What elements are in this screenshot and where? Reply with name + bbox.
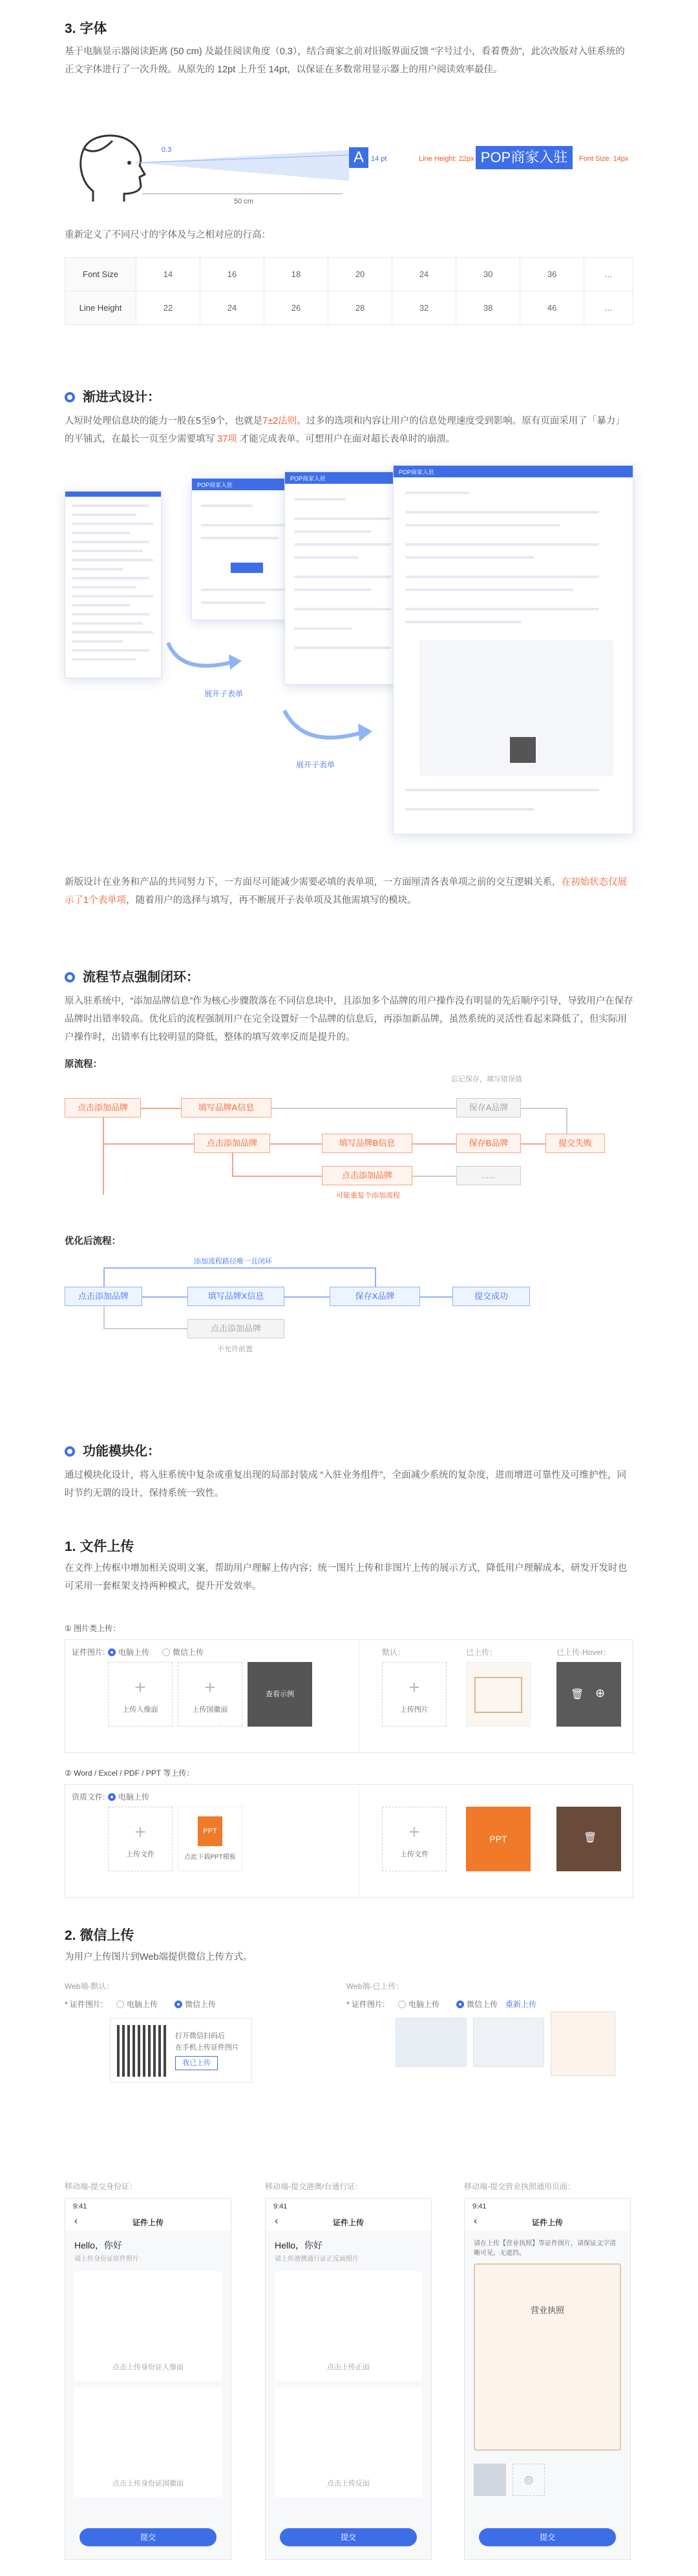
upload-back-card[interactable]: 点击上传身份证国徽面 — [74, 2387, 222, 2497]
camera-icon[interactable]: ◎ — [513, 2464, 545, 2496]
flow-node: 填写品牌X信息 — [187, 1287, 284, 1306]
submit-button[interactable]: 提交 — [79, 2528, 217, 2546]
uploaded-ppt-thumb: PPT — [466, 1807, 531, 1871]
table-intro: 重新定义了不同尺寸的字体及与之相对应的行高： — [65, 230, 271, 240]
expand-label-1: 展开子表单 — [204, 689, 244, 698]
qr-code-icon — [117, 2025, 169, 2077]
img-upload-label: ① 图片类上传： — [65, 1624, 121, 1633]
flow-node: 填写品牌A信息 — [181, 1098, 271, 1117]
flow-node: 点击添加品牌 — [65, 1287, 142, 1306]
uploaded-confirm-button[interactable]: 我已上传 — [175, 2056, 218, 2070]
table-cell: 14 — [136, 258, 200, 291]
plus-icon: + — [408, 1677, 420, 1698]
optimized-flow-diagram — [65, 1256, 633, 1353]
mobile-passport-screen: 9:41 ‹ 证件上传 Hello，你好 请上传港澳通行证正反面照片 点击上传正面 点击上传反面 提交 — [265, 2198, 432, 2560]
web-wechat-uploaded: * 证件图片: 电脑上传 微信上传 重新上传 — [346, 1996, 633, 2125]
flow-node: 点击添加品牌 — [187, 1319, 284, 1338]
delete-icon: 🗑 — [584, 1833, 597, 1844]
upload-back-box[interactable]: + 上传国徽面 — [178, 1662, 242, 1727]
flow-note-top: 忘记保存，填写错误值 — [451, 1075, 522, 1083]
table-cell: 16 — [200, 258, 264, 291]
flow-node: 点击添加品牌 — [65, 1098, 141, 1117]
flow-node: 保存A品牌 — [456, 1098, 521, 1117]
progressive-text-2: 新版设计在业务和产品的共同努力下，一方面尽可能减少需要必填的表单项，一方面厘清各表单项之前的交互逻辑关系，在初始状态仅展示了1个表单项，随着用户的选择与填写，再不断展开子表单项及其他需填写的模块。 — [65, 877, 627, 906]
flow-node: 保存X品牌 — [330, 1287, 420, 1306]
radio-icon — [162, 1648, 170, 1656]
plus-icon: + — [134, 1822, 146, 1843]
license-thumb — [551, 2011, 615, 2076]
uploaded-hover-thumb[interactable] — [556, 1662, 621, 1727]
flow-node: 点击添加品牌 — [322, 1166, 412, 1185]
reading-distance-diagram — [65, 129, 633, 207]
table-cell: 22 — [136, 291, 200, 325]
delete-icon: 🗑 — [571, 1689, 584, 1700]
table-cell: 18 — [264, 258, 328, 291]
upload-option-wechat[interactable]: 微信上传 — [162, 1646, 204, 1657]
table-cell: 24 — [200, 291, 264, 325]
upload-option-pc[interactable]: 电脑上传 — [108, 1791, 149, 1802]
thumb-preview[interactable] — [474, 2464, 506, 2496]
upload-image-box[interactable]: + 上传图片 — [382, 1662, 447, 1727]
progressive-illustration — [65, 465, 633, 853]
new-form-step3: POP商家入驻 — [393, 465, 633, 835]
table-cell: 20 — [328, 258, 392, 291]
id-card-thumb — [473, 2018, 544, 2067]
upload-back-card[interactable]: 点击上传反面 — [275, 2387, 422, 2497]
upload-option-wechat[interactable]: 微信上传 — [174, 1999, 216, 2010]
wechat-text: 为用户上传图片到Web端提供微信上传方式。 — [65, 1952, 253, 1962]
upload-front-card[interactable]: 点击上传正面 — [275, 2271, 422, 2381]
flow-note-bottom: 可能重复个添加流程 — [336, 1192, 400, 1200]
loop-note: 添加流程路径唯一且闭环 — [194, 1258, 272, 1265]
sample-font-size-label: Font Size: 14px — [579, 155, 629, 163]
letter-a-block: A — [349, 147, 368, 168]
new-form-step2: POP商家入驻 — [284, 472, 407, 685]
doc-upload-label: ② Word / Excel / PDF / PPT 等上传： — [65, 1769, 195, 1778]
flow-node: ...... — [456, 1166, 521, 1185]
original-flow-diagram — [65, 1072, 633, 1208]
upload-option-pc[interactable]: 电脑上传 — [398, 1999, 439, 2010]
upload-text: 在文件上传框中增加相关说明文案，帮助用户理解上传内容；统一图片上传和非图片上传的展示方式，降低用户理解成本，研发开发时也可采用一套框架支持两种模式，提升开发效率。 — [65, 1563, 627, 1592]
doc-upload-card: 资质文件: 电脑上传 + 上传文件 PPT 点此下载PPT模板 + 上传文件 PPT 🗑 — [65, 1784, 633, 1898]
expand-label-2: 展开子表单 — [296, 760, 335, 769]
new-flow-label: 优化后流程： — [65, 1236, 121, 1247]
submit-button[interactable]: 提交 — [280, 2528, 417, 2546]
new-form-step1: POP商家入驻 — [191, 478, 321, 620]
sample-text: POP商家入驻 — [476, 146, 573, 169]
flow-node: 保存B品牌 — [456, 1134, 521, 1153]
web-uploaded-label: Web端-已上传： — [346, 1982, 404, 1991]
curved-arrow-icon — [278, 704, 375, 756]
radio-icon — [108, 1648, 116, 1656]
license-preview: 营业执照 — [474, 2263, 621, 2451]
radio-icon — [108, 1793, 116, 1801]
sight-cone — [136, 149, 355, 200]
row-label: Font Size — [65, 258, 136, 291]
table-row — [65, 258, 633, 291]
curved-arrow-icon — [162, 636, 246, 681]
font-size-table — [65, 257, 633, 325]
flow-node: 点击添加品牌 — [194, 1134, 270, 1153]
mobile-idcard-screen: 9:41 ‹ 证件上传 Hello，你好 请上传身份证原件照片 点击上传身份证人像面 点击上传身份证国徽面 提交 — [65, 2198, 231, 2560]
upload-option-pc[interactable]: 电脑上传 — [116, 1999, 158, 2010]
radio-icon — [174, 2000, 182, 2008]
distance-label: 50 cm — [234, 198, 253, 205]
upload-front-box[interactable]: + 上传人像面 — [108, 1662, 173, 1727]
module-title: 功能模块化： — [65, 1440, 160, 1459]
table-cell: 28 — [328, 291, 392, 325]
radio-icon — [456, 2000, 464, 2008]
web-default-label: Web端-默认： — [65, 1982, 114, 1991]
uploaded-ppt-hover[interactable] — [556, 1807, 621, 1871]
angle-label: 0.3 — [162, 146, 172, 154]
table-cell: ... — [584, 258, 633, 291]
flow-note: 不允许前置 — [217, 1345, 253, 1353]
table-cell: 26 — [264, 291, 328, 325]
plus-icon: + — [204, 1677, 216, 1698]
row-label: Line Height — [65, 291, 136, 325]
mobile-label-1: 移动端-提交身份证： — [65, 2182, 137, 2191]
font-section-title: 3. 字体 — [65, 21, 107, 36]
uploaded-certificate-thumb — [466, 1662, 531, 1727]
ppt-file-icon: PPT — [198, 1816, 222, 1846]
wechat-title: 2. 微信上传 — [65, 1928, 134, 1943]
plus-icon: + — [134, 1677, 146, 1698]
qr-panel: 打开微信扫码后 在手机上传证件图片 我已上传 — [110, 2018, 252, 2083]
flow-node: 提交失败 — [545, 1134, 605, 1153]
mobile-license-screen: 9:41 ‹ 证件上传 请在上传【营业执照】等证件图片，请保证文字清晰可见，无遮挡。 营业执照 ◎ 提交 — [464, 2198, 631, 2560]
table-cell: 46 — [520, 291, 584, 325]
flow-title: 流程节点强制闭环： — [65, 966, 199, 985]
flow-text: 原入驻系统中，“添加品牌信息”作为核心步骤散落在不同信息块中，且添加多个品牌的用户操作没有明显的先后顺序引导，导致用户在保存品牌时出错率较高。优化后的流程强制用户在完全设置好一个品牌的信息后，再添加新品牌，虽然系统的灵活性看起来降低了，但实际用户操作时，出错率有比较明显的降低，整体的填写效率反而是提升的。 — [65, 996, 633, 1043]
line-height-label: Line Height: 22px — [419, 155, 474, 163]
font-section-text: 基于电脑显示器阅读距离 (50 cm) 及最佳阅读角度（0.3），结合商家之前对旧版界面反馈 “字号过小，看着费劲”，此次改版对入驻系统的正文字体进行了一次升级。从原先的 12pt 上升至 14pt，以保证在多数常用显示器上的用户阅读效率最佳。 — [65, 47, 625, 75]
back-arrow-icon[interactable]: ‹ — [275, 2216, 279, 2227]
radio-icon — [116, 2000, 124, 2008]
download-template-box[interactable]: PPT 点此下载PPT模板 — [178, 1807, 242, 1871]
mobile-label-2: 移动端-提交港澳/台通行证： — [265, 2182, 363, 2191]
flow-node: 填写品牌B信息 — [322, 1134, 412, 1153]
section-dot-icon — [65, 392, 75, 402]
submit-button[interactable]: 提交 — [479, 2528, 616, 2546]
plus-icon: + — [408, 1822, 420, 1843]
old-form-mockup — [65, 491, 162, 678]
font-size-label: 14 pt — [371, 155, 387, 163]
module-text: 通过模块化设计，将入驻系统中复杂或重复出现的局部封装成 “入驻业务组件”，全面减少系统的复杂度，进而增进可靠性及可维护性，同时节约无谓的设计，保持系统一致性。 — [65, 1470, 627, 1499]
table-cell: ... — [584, 291, 633, 325]
table-cell: 30 — [456, 258, 520, 291]
id-card-thumb — [396, 2018, 467, 2067]
back-arrow-icon[interactable]: ‹ — [74, 2216, 78, 2227]
section-dot-icon — [65, 972, 75, 982]
section-dot-icon — [65, 1446, 75, 1457]
upload-file-box[interactable]: + 上传文件 — [108, 1807, 173, 1871]
img-upload-card: 证件图片: 电脑上传 微信上传 + 上传人像面 + 上传国徽面 查看示例 默认： 已上传： 已上传-Hover： + 上传图片 🗑 ⊕ — [65, 1639, 633, 1753]
table-row — [65, 291, 633, 325]
view-example-button[interactable]: 查看示例 — [248, 1662, 312, 1727]
progressive-title: 渐进式设计： — [65, 386, 160, 405]
progressive-text: 人短时处理信息块的能力一般在5至9个，也就是7±2法则。过多的选项和内容让用户的信息处理速度受到影响。原有页面采用了「暴力」的平铺式，在最长一页至少需要填写 37项 才能完成表单。可想用户在面对超长表单时的崩溃。 — [65, 416, 625, 444]
flow-node: 提交成功 — [452, 1287, 530, 1306]
table-cell: 32 — [392, 291, 456, 325]
table-cell: 24 — [392, 258, 456, 291]
upload-option-pc[interactable]: 电脑上传 — [108, 1646, 149, 1657]
radio-icon — [398, 2000, 406, 2008]
orig-flow-label: 原流程： — [65, 1059, 102, 1070]
table-cell: 38 — [456, 291, 520, 325]
mobile-label-3: 移动端-提交营业执照通用页面： — [464, 2182, 575, 2191]
upload-title: 1. 文件上传 — [65, 1539, 134, 1554]
table-cell: 36 — [520, 258, 584, 291]
reupload-link[interactable]: 重新上传 — [505, 2000, 537, 2009]
upload-file-box[interactable]: + 上传文件 — [382, 1807, 447, 1871]
upload-option-wechat[interactable]: 微信上传 — [456, 1999, 498, 2010]
web-wechat-default: * 证件图片: 电脑上传 微信上传 打开微信扫码后 在手机上传证件图片 我已上传 — [65, 1996, 336, 2125]
zoom-icon: ⊕ — [595, 1687, 606, 1699]
back-arrow-icon[interactable]: ‹ — [474, 2216, 478, 2227]
upload-front-card[interactable]: 点击上传身份证人像面 — [74, 2271, 222, 2381]
